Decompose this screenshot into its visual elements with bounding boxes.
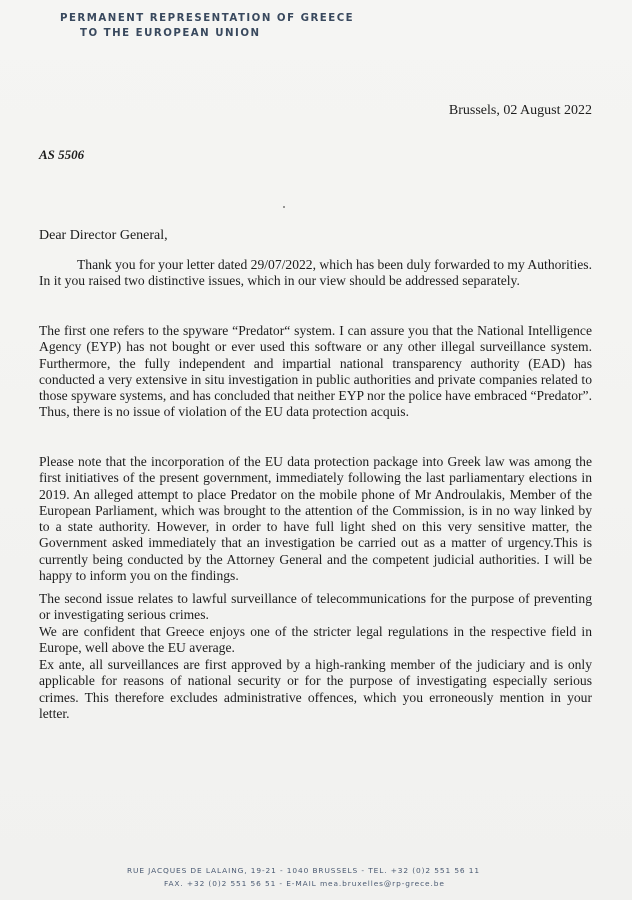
footer-line-1: RUE JACQUES DE LALAING, 19-21 - 1040 BRUSSELS - TEL. +32 (0)2 551 56 11 [127,866,480,875]
paragraph-thank-you: Thank you for your letter dated 29/07/2022, which has been duly forwarded to my Authorities. In it you raised two distinctive issues, which in our view should be addressed separately. [39,257,592,289]
paragraph-predator-system: The first one refers to the spyware “Predator“ system. I can assure you that the National Intelligence Agency (EYP) has not bought or ever used this software or any other illegal surveillance system. Furthermore, the fully independent and impartial national transparency authority (EAD) has conducted a very extensive in situ investigation in public authorities and private companies related to those spyware systems, and has concluded that neither EYP nor the police have embraced “Predator”. Thus, there is no issue of violation of the EU data protection acquis. [39,323,592,420]
letterhead-line-2: TO THE EUROPEAN UNION [80,28,261,39]
paragraph-ex-ante: Ex ante, all surveillances are first approved by a high-ranking member of the judiciary and is only applicable for reasons of national security or for the purpose of investigating especially serious crimes. This therefore excludes administrative offences, which you erroneously mention in your letter. [39,657,592,721]
salutation: Dear Director General, [39,228,168,243]
letter-date: Brussels, 02 August 2022 [448,103,592,118]
paragraph-data-protection: Please note that the incorporation of the EU data protection package into Greek law was among the first initiatives of the present government, immediately following the last parliamentary elections in 2019. An alleged attempt to place Predator on the mobile phone of Mr Androulakis, Member of the European Parliament, which was brought to the attention of the Commission, is in no way linked by to a state authority. However, in order to have full light shed on this very sensitive matter, the Government asked immediately that an investigation be carried out as a matter of urgency.This is currently being conducted by the Attorney General and the competent judicial authorities. I will be happy to inform you on the findings. [39,454,592,584]
footer-address [0,864,632,890]
paragraph-second-issue: The second issue relates to lawful surveillance of telecommunications for the purpose of preventing or investigating serious crimes. [39,591,592,623]
letterhead-line-1: PERMANENT REPRESENTATION OF GREECE [60,13,355,24]
scan-speck [283,206,285,208]
paragraph-greece-regulations: We are confident that Greece enjoys one of the stricter legal regulations in the respective field in Europe, well above the EU average. [39,624,592,656]
letterhead [60,11,354,41]
footer-line-2: FAX. +32 (0)2 551 56 51 - E-MAIL mea.bruxelles@rp-grece.be [164,879,445,888]
reference-number: AS 5506 [39,147,85,162]
